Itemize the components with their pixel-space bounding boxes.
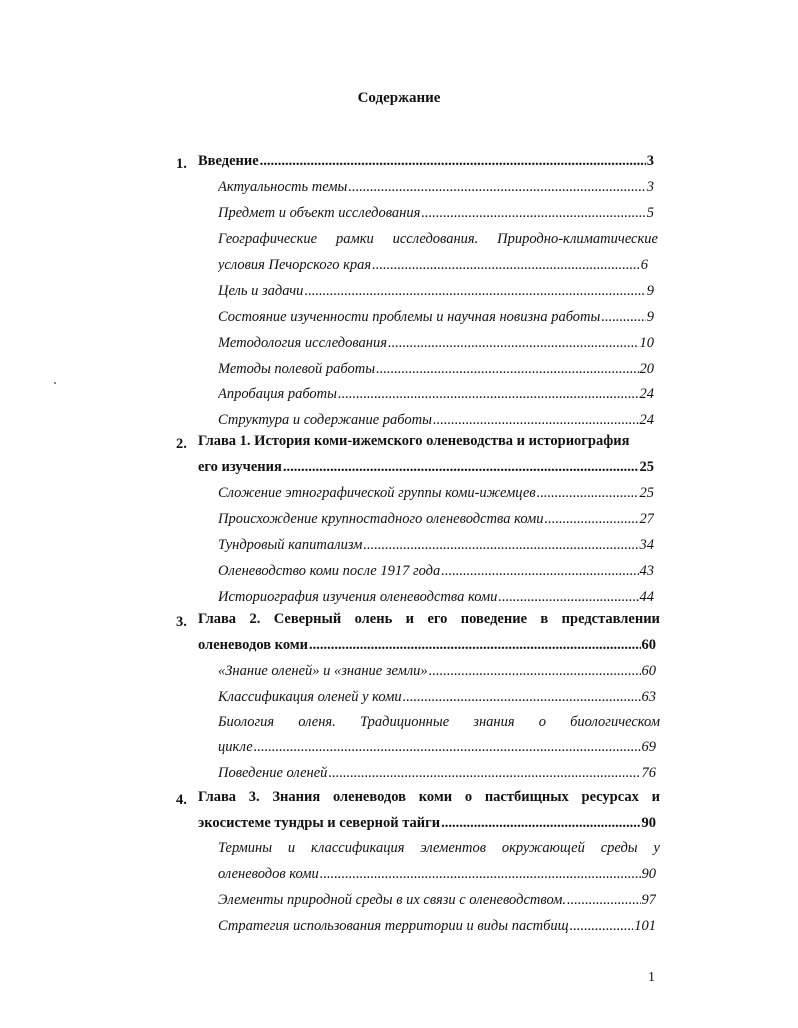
toc-entry[interactable]: Сложение этнографической группы коми-ижемцев ..... 25 xyxy=(218,485,654,507)
toc-entry-line1: Биология оленя. Традиционные знания о биологическом xyxy=(218,714,660,730)
toc-entry[interactable]: «Знание оленей» и «знание земли» ..... 60 xyxy=(218,663,656,685)
toc-entry[interactable]: Оленеводство коми после 1917 года ..... 43 xyxy=(218,563,654,585)
section-number: 3. xyxy=(176,614,187,630)
toc-entry[interactable]: Цель и задачи ..... 9 xyxy=(218,283,654,305)
toc-entry[interactable]: Структура и содержание работы ..... 24 xyxy=(218,412,654,434)
toc-entry[interactable]: Происхождение крупностадного оленеводства коми ..... 27 xyxy=(218,511,654,533)
chapter-heading-line1: Глава 1. История коми-ижемского оленеводства и историография xyxy=(198,433,630,449)
toc-entry[interactable]: Методы полевой работы ..... 20 xyxy=(218,361,654,383)
toc-entry[interactable]: Состояние изученности проблемы и научная новизна работы ..... 9 xyxy=(218,309,654,331)
toc-entry-chapter-3[interactable]: экосистеме тундры и северной тайги ..... 90 xyxy=(198,815,656,837)
toc-entry[interactable]: Элементы природной среды в их связи с оленеводством. ..... 97 xyxy=(218,892,656,914)
section-number: 4. xyxy=(176,792,187,808)
section-number: 2. xyxy=(176,436,187,452)
toc-entry[interactable]: Классификация оленей у коми ..... 63 xyxy=(218,689,656,711)
toc-entry-chapter-1[interactable]: его изучения ..... 25 xyxy=(198,459,654,481)
toc-entry[interactable]: Историография изучения оленеводства коми ..... 44 xyxy=(218,589,654,611)
toc-entry-line1: Географические рамки исследования. Природно-климатические xyxy=(218,231,658,247)
chapter-heading-line1: Глава 2. Северный олень и его поведение в представлении xyxy=(198,611,660,627)
toc-entry[interactable]: оленеводов коми ..... 90 xyxy=(218,866,656,888)
toc-entry[interactable]: цикле ..... 69 xyxy=(218,739,656,761)
toc-entry[interactable]: Тундровый капитализм ..... 34 xyxy=(218,537,654,559)
toc-entry[interactable]: Предмет и объект исследования ..... 5 xyxy=(218,205,654,227)
page-title: Содержание xyxy=(357,90,441,106)
toc-entry[interactable]: условия Печорского края ..... 6 xyxy=(218,257,648,279)
scan-speck xyxy=(54,382,56,384)
toc-entry-line1: Термины и классификация элементов окружающей среды у xyxy=(218,840,660,856)
toc-entry[interactable]: Апробация работы ..... 24 xyxy=(218,386,654,408)
chapter-heading-line1: Глава 3. Знания оленеводов коми о пастбищных ресурсах и xyxy=(198,789,660,805)
toc-entry[interactable]: Поведение оленей ..... 76 xyxy=(218,765,656,787)
toc-entry[interactable]: Методология исследования ..... 10 xyxy=(218,335,654,357)
toc-entry[interactable]: Актуальность темы ..... 3 xyxy=(218,179,654,201)
toc-entry-chapter-2[interactable]: оленеводов коми ..... 60 xyxy=(198,637,656,659)
section-number: 1. xyxy=(176,156,187,172)
toc-entry-introduction[interactable]: Введение ..... 3 xyxy=(198,153,654,175)
page-number: 1 xyxy=(648,970,655,985)
toc-entry[interactable]: Стратегия использования территории и виды пастбищ ..... 101 xyxy=(218,918,656,940)
